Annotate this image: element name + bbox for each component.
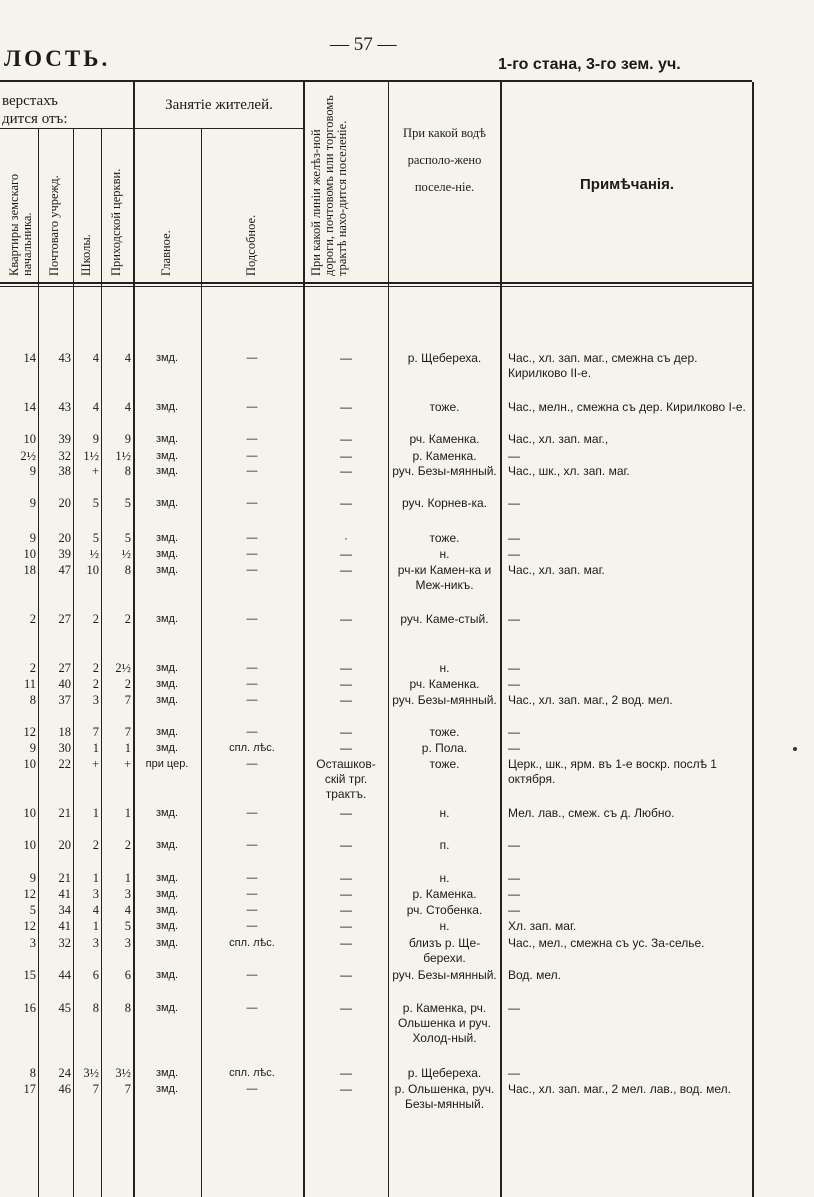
cell-rail: — (340, 449, 352, 463)
cell-note: Час., шк., хл. зап. маг. (508, 464, 630, 478)
cell-church: 1½ (115, 449, 131, 463)
cell-zem: 5 (29, 903, 36, 917)
cell-sec: — (246, 465, 258, 477)
cell-rail: — (340, 1066, 352, 1080)
cell-rail: — (340, 612, 352, 626)
cell-water: руч. Безы-мянный. (392, 693, 497, 707)
cell-rail: — (340, 725, 352, 739)
cell-zem: 10 (23, 838, 36, 852)
cell-sec: спл. лѣс. (229, 937, 275, 949)
cell-main: змд. (155, 613, 179, 625)
cell-sec: — (246, 450, 258, 462)
cell-school: + (91, 464, 99, 478)
cell-school: 2 (92, 838, 99, 852)
cell-water: тоже. (429, 531, 460, 545)
cell-post: 43 (58, 400, 71, 414)
cell-main: змд. (155, 888, 179, 900)
cell-water: тоже. (429, 757, 460, 771)
cell-post: 20 (58, 838, 71, 852)
cell-school: 1 (92, 871, 99, 885)
cell-school: 6 (92, 968, 99, 982)
cell-church: 3 (124, 887, 131, 901)
cell-school: 2 (92, 612, 99, 626)
cell-rail: — (340, 496, 352, 510)
cell-water: близъ р. Ще-берехи. (408, 936, 481, 965)
cell-rail: — (340, 968, 352, 982)
cell-school: 10 (86, 563, 99, 577)
cell-main: змд. (155, 742, 179, 754)
cell-school: 7 (92, 1082, 99, 1096)
cell-note: Час., мелн., смежна съ дер. Кирилково I-е. (508, 400, 746, 414)
cell-rail: — (340, 693, 352, 707)
cell-main: змд. (155, 807, 179, 819)
cell-main: змд. (155, 1067, 179, 1079)
cell-church: 3 (124, 936, 131, 950)
cell-post: 20 (58, 531, 71, 545)
cell-rail: — (340, 919, 352, 933)
cell-school: 2 (92, 661, 99, 675)
col-head-post: Почтоваго учрежд. (47, 175, 61, 276)
cell-zem: 9 (29, 496, 36, 510)
cell-water: н. (439, 919, 450, 933)
header-district: 1-го стана, 3-го зем. уч. (498, 56, 681, 73)
col-head-railway: При какой линіи желѣз-ной дороги, почтовомъ или торговомъ трактѣ нахо-дится поселеніе. (309, 95, 349, 276)
cell-school: 8 (92, 1001, 99, 1015)
col-divider (752, 82, 754, 1197)
cell-school: 3 (92, 887, 99, 901)
cell-water: р. Каменка. (412, 449, 477, 463)
cell-sec: — (246, 1002, 258, 1014)
cell-school: 2 (92, 677, 99, 691)
cell-main: змд. (155, 564, 179, 576)
cell-school: + (91, 757, 99, 771)
cell-post: 24 (58, 1066, 71, 1080)
header-volost: ЛОСТЬ. (4, 46, 111, 71)
cell-church: + (123, 757, 131, 771)
cell-note: — (508, 741, 520, 755)
cell-note: — (508, 838, 520, 852)
col-head-school: Школы. (79, 234, 93, 276)
cell-rail: — (340, 661, 352, 675)
cell-zem: 3 (29, 936, 36, 950)
cell-school: 3 (92, 693, 99, 707)
cell-rail: — (340, 871, 352, 885)
page-mark (793, 747, 797, 751)
cell-church: 2 (124, 612, 131, 626)
cell-water: р. Щебереха. (407, 351, 482, 365)
cell-zem: 10 (23, 757, 36, 771)
cell-zem: 9 (29, 464, 36, 478)
cell-water: р. Ольшенка, руч. Безы-мянный. (394, 1082, 495, 1111)
cell-rail: — (340, 887, 352, 901)
cell-church: 2 (124, 677, 131, 691)
cell-zem: 14 (23, 400, 36, 414)
cell-water: руч. Безы-мянный. (392, 464, 497, 478)
header-bottom-rule-2 (0, 286, 752, 287)
cell-post: 39 (58, 547, 71, 561)
cell-school: 4 (92, 351, 99, 365)
cell-church: 8 (124, 563, 131, 577)
cell-rail: — (340, 741, 352, 755)
cell-rail: — (340, 936, 352, 950)
cell-zem: 12 (23, 919, 36, 933)
cell-zem: 12 (23, 887, 36, 901)
cell-water: р. Пола. (421, 741, 468, 755)
cell-rail: — (340, 806, 352, 820)
cell-post: 43 (58, 351, 71, 365)
cell-water: рч. Стобенка. (406, 903, 483, 917)
cell-post: 34 (58, 903, 71, 917)
cell-water: рч. Каменка. (409, 432, 480, 446)
cell-post: 46 (58, 1082, 71, 1096)
cell-church: 3½ (115, 1066, 131, 1080)
cell-post: 20 (58, 496, 71, 510)
cell-sec: — (246, 758, 258, 770)
cell-water: р. Каменка. (412, 887, 477, 901)
cell-zem: 11 (23, 677, 36, 691)
cell-church: 7 (124, 693, 131, 707)
cell-main: змд. (155, 548, 179, 560)
cell-main: змд. (155, 920, 179, 932)
cell-zem: 10 (23, 547, 36, 561)
col-head-notes: Примѣчанія. (580, 176, 674, 193)
distance-group-rule (0, 128, 133, 129)
cell-school: 1½ (83, 449, 99, 463)
cell-school: 3 (92, 936, 99, 950)
cell-main: змд. (155, 401, 179, 413)
cell-note: Час., хл. зап. маг. (508, 563, 605, 577)
cell-note: Церк., шк., ярм. въ 1-е воскр. послѣ 1 октября. (508, 757, 717, 786)
cell-note: Мел. лав., смеж. съ д. Любно. (508, 806, 675, 820)
col-divider (133, 82, 135, 1197)
cell-church: 5 (124, 531, 131, 545)
cell-note: — (508, 677, 520, 691)
cell-rail: — (340, 547, 352, 561)
cell-rail: — (340, 838, 352, 852)
top-rule (0, 80, 752, 82)
cell-rail: Осташков-скій трг. трактъ. (316, 757, 376, 801)
col-head-water: При какой водѣ располо-жено поселе-ніе. (403, 126, 486, 194)
cell-note: Вод. мел. (508, 968, 561, 982)
cell-water: рч-ки Камен-ка и Меж-никъ. (397, 563, 492, 592)
cell-zem: 8 (29, 693, 36, 707)
cell-sec: — (246, 726, 258, 738)
cell-sec: — (246, 678, 258, 690)
cell-water: рч. Каменка. (409, 677, 480, 691)
col-head-occ-secondary: Подсобное. (244, 214, 258, 276)
cell-water: руч. Каме-стый. (400, 612, 489, 626)
cell-main: змд. (155, 694, 179, 706)
cell-post: 41 (58, 887, 71, 901)
cell-note: — (508, 887, 520, 901)
cell-sec: — (246, 433, 258, 445)
cell-church: 4 (124, 903, 131, 917)
cell-rail: — (340, 400, 352, 414)
cell-note: — (508, 903, 520, 917)
cell-church: 8 (124, 1001, 131, 1015)
cell-school: 4 (92, 903, 99, 917)
cell-sec: — (246, 872, 258, 884)
cell-church: 4 (124, 400, 131, 414)
cell-post: 40 (58, 677, 71, 691)
cell-note: Час., хл. зап. маг., (508, 432, 609, 446)
cell-zem: 18 (23, 563, 36, 577)
cell-zem: 2 (29, 612, 36, 626)
cell-note: Час., хл. зап. маг., 2 вод. мел. (508, 693, 673, 707)
col-divider (388, 82, 389, 1197)
cell-main: змд. (155, 352, 179, 364)
cell-rail: — (340, 351, 352, 365)
cell-school: 5 (92, 496, 99, 510)
cell-water: руч. Корнев-ка. (402, 496, 487, 510)
cell-zem: 14 (23, 351, 36, 365)
cell-school: 3½ (83, 1066, 99, 1080)
page-number: — 57 — (330, 34, 397, 55)
cell-sec: — (246, 548, 258, 560)
cell-school: 4 (92, 400, 99, 414)
occupation-group-rule (133, 128, 303, 129)
cell-note: — (508, 1001, 520, 1015)
cell-zem: 9 (29, 741, 36, 755)
cell-post: 21 (58, 871, 71, 885)
cell-school: 9 (92, 432, 99, 446)
cell-school: 1 (92, 741, 99, 755)
cell-main: змд. (155, 497, 179, 509)
cell-post: 30 (58, 741, 71, 755)
cell-note: — (508, 661, 520, 675)
cell-zem: 12 (23, 725, 36, 739)
cell-main: при цер. (145, 758, 189, 770)
cell-water: н. (439, 806, 450, 820)
cell-note: Час., хл. зап. маг., 2 мел. лав., вод. мел. (508, 1082, 731, 1096)
distance-group-heading: верстахъ дится отъ: (2, 93, 68, 127)
cell-rail: — (340, 1082, 352, 1096)
cell-rail: — (340, 903, 352, 917)
cell-main: змд. (155, 1083, 179, 1095)
cell-zem: 15 (23, 968, 36, 982)
cell-water: р. Каменка, рч. Ольшенка и руч. Холод-ный. (397, 1001, 492, 1045)
cell-church: 5 (124, 496, 131, 510)
cell-main: змд. (155, 532, 179, 544)
cell-post: 21 (58, 806, 71, 820)
cell-main: змд. (155, 678, 179, 690)
col-head-church: Приходской церкви. (109, 168, 123, 276)
cell-note: — (508, 496, 520, 510)
cell-church: 1 (124, 806, 131, 820)
cell-zem: 17 (23, 1082, 36, 1096)
cell-post: 18 (58, 725, 71, 739)
cell-sec: — (246, 920, 258, 932)
cell-church: ½ (121, 547, 131, 561)
cell-post: 39 (58, 432, 71, 446)
cell-zem: 16 (23, 1001, 36, 1015)
cell-sec: — (246, 969, 258, 981)
cell-main: змд. (155, 726, 179, 738)
cell-rail: — (340, 677, 352, 691)
cell-sec: — (246, 839, 258, 851)
header-bottom-rule (0, 282, 752, 284)
cell-church: 9 (124, 432, 131, 446)
cell-school: 7 (92, 725, 99, 739)
cell-note: Хл. зап. маг. (508, 919, 577, 933)
cell-post: 41 (58, 919, 71, 933)
cell-post: 27 (58, 661, 71, 675)
cell-post: 44 (58, 968, 71, 982)
cell-water: руч. Безы-мянный. (392, 968, 497, 982)
cell-main: змд. (155, 969, 179, 981)
cell-note: — (508, 531, 520, 545)
cell-sec: — (246, 904, 258, 916)
cell-water: р. Щебереха. (407, 1066, 482, 1080)
cell-sec: — (246, 694, 258, 706)
cell-post: 32 (58, 449, 71, 463)
cell-zem: 9 (29, 871, 36, 885)
cell-main: змд. (155, 839, 179, 851)
cell-post: 32 (58, 936, 71, 950)
cell-church: 5 (124, 919, 131, 933)
cell-sec: — (246, 807, 258, 819)
cell-church: 7 (124, 725, 131, 739)
cell-note: — (508, 871, 520, 885)
cell-main: змд. (155, 1002, 179, 1014)
cell-post: 47 (58, 563, 71, 577)
cell-note: — (508, 449, 520, 463)
cell-post: 27 (58, 612, 71, 626)
cell-sec: — (246, 352, 258, 364)
cell-sec: спл. лѣс. (229, 742, 275, 754)
cell-church: 1 (124, 741, 131, 755)
cell-church: 7 (124, 1082, 131, 1096)
cell-church: 2 (124, 838, 131, 852)
cell-sec: спл. лѣс. (229, 1067, 275, 1079)
cell-rail: — (340, 1001, 352, 1015)
cell-water: н. (439, 871, 450, 885)
cell-sec: — (246, 1083, 258, 1095)
cell-church: 6 (124, 968, 131, 982)
cell-sec: — (246, 497, 258, 509)
col-head-occ-main: Главное. (159, 230, 173, 276)
cell-note: Час., мел., смежна съ ус. За-селье. (508, 936, 705, 950)
cell-church: 2½ (115, 661, 131, 675)
cell-water: п. (439, 838, 450, 852)
cell-rail: — (340, 563, 352, 577)
cell-main: змд. (155, 904, 179, 916)
cell-main: змд. (155, 465, 179, 477)
cell-note: — (508, 547, 520, 561)
cell-main: змд. (155, 450, 179, 462)
cell-note: Час., хл. зап. маг., смежна съ дер. Кирилково II-е. (508, 351, 698, 380)
cell-post: 45 (58, 1001, 71, 1015)
cell-note: — (508, 1066, 520, 1080)
cell-water: н. (439, 547, 450, 561)
cell-water: тоже. (429, 400, 460, 414)
cell-rail: — (340, 464, 352, 478)
cell-post: 22 (58, 757, 71, 771)
cell-church: 8 (124, 464, 131, 478)
cell-note: — (508, 725, 520, 739)
occupation-group-heading: Занятіе жителей. (165, 97, 273, 113)
cell-church: 1 (124, 871, 131, 885)
cell-note: — (508, 612, 520, 626)
cell-sec: — (246, 401, 258, 413)
cell-sec: — (246, 662, 258, 674)
cell-zem: 10 (23, 806, 36, 820)
cell-zem: 2 (29, 661, 36, 675)
cell-rail: — (340, 432, 352, 446)
cell-post: 38 (58, 464, 71, 478)
cell-main: змд. (155, 872, 179, 884)
cell-zem: 8 (29, 1066, 36, 1080)
cell-sec: — (246, 613, 258, 625)
cell-main: змд. (155, 937, 179, 949)
cell-zem: 2½ (20, 449, 36, 463)
cell-main: змд. (155, 662, 179, 674)
cell-rail: · (344, 531, 348, 545)
cell-school: 1 (92, 806, 99, 820)
cell-school: 1 (92, 919, 99, 933)
cell-water: н. (439, 661, 450, 675)
cell-post: 37 (58, 693, 71, 707)
cell-main: змд. (155, 433, 179, 445)
cell-sec: — (246, 564, 258, 576)
col-head-zem: Квартиры земскаго начальника. (7, 173, 34, 276)
cell-school: ½ (89, 547, 99, 561)
cell-zem: 9 (29, 531, 36, 545)
cell-church: 4 (124, 351, 131, 365)
col-divider (303, 82, 305, 1197)
cell-zem: 10 (23, 432, 36, 446)
cell-water: тоже. (429, 725, 460, 739)
cell-school: 5 (92, 531, 99, 545)
col-divider (500, 82, 502, 1197)
cell-sec: — (246, 532, 258, 544)
cell-sec: — (246, 888, 258, 900)
